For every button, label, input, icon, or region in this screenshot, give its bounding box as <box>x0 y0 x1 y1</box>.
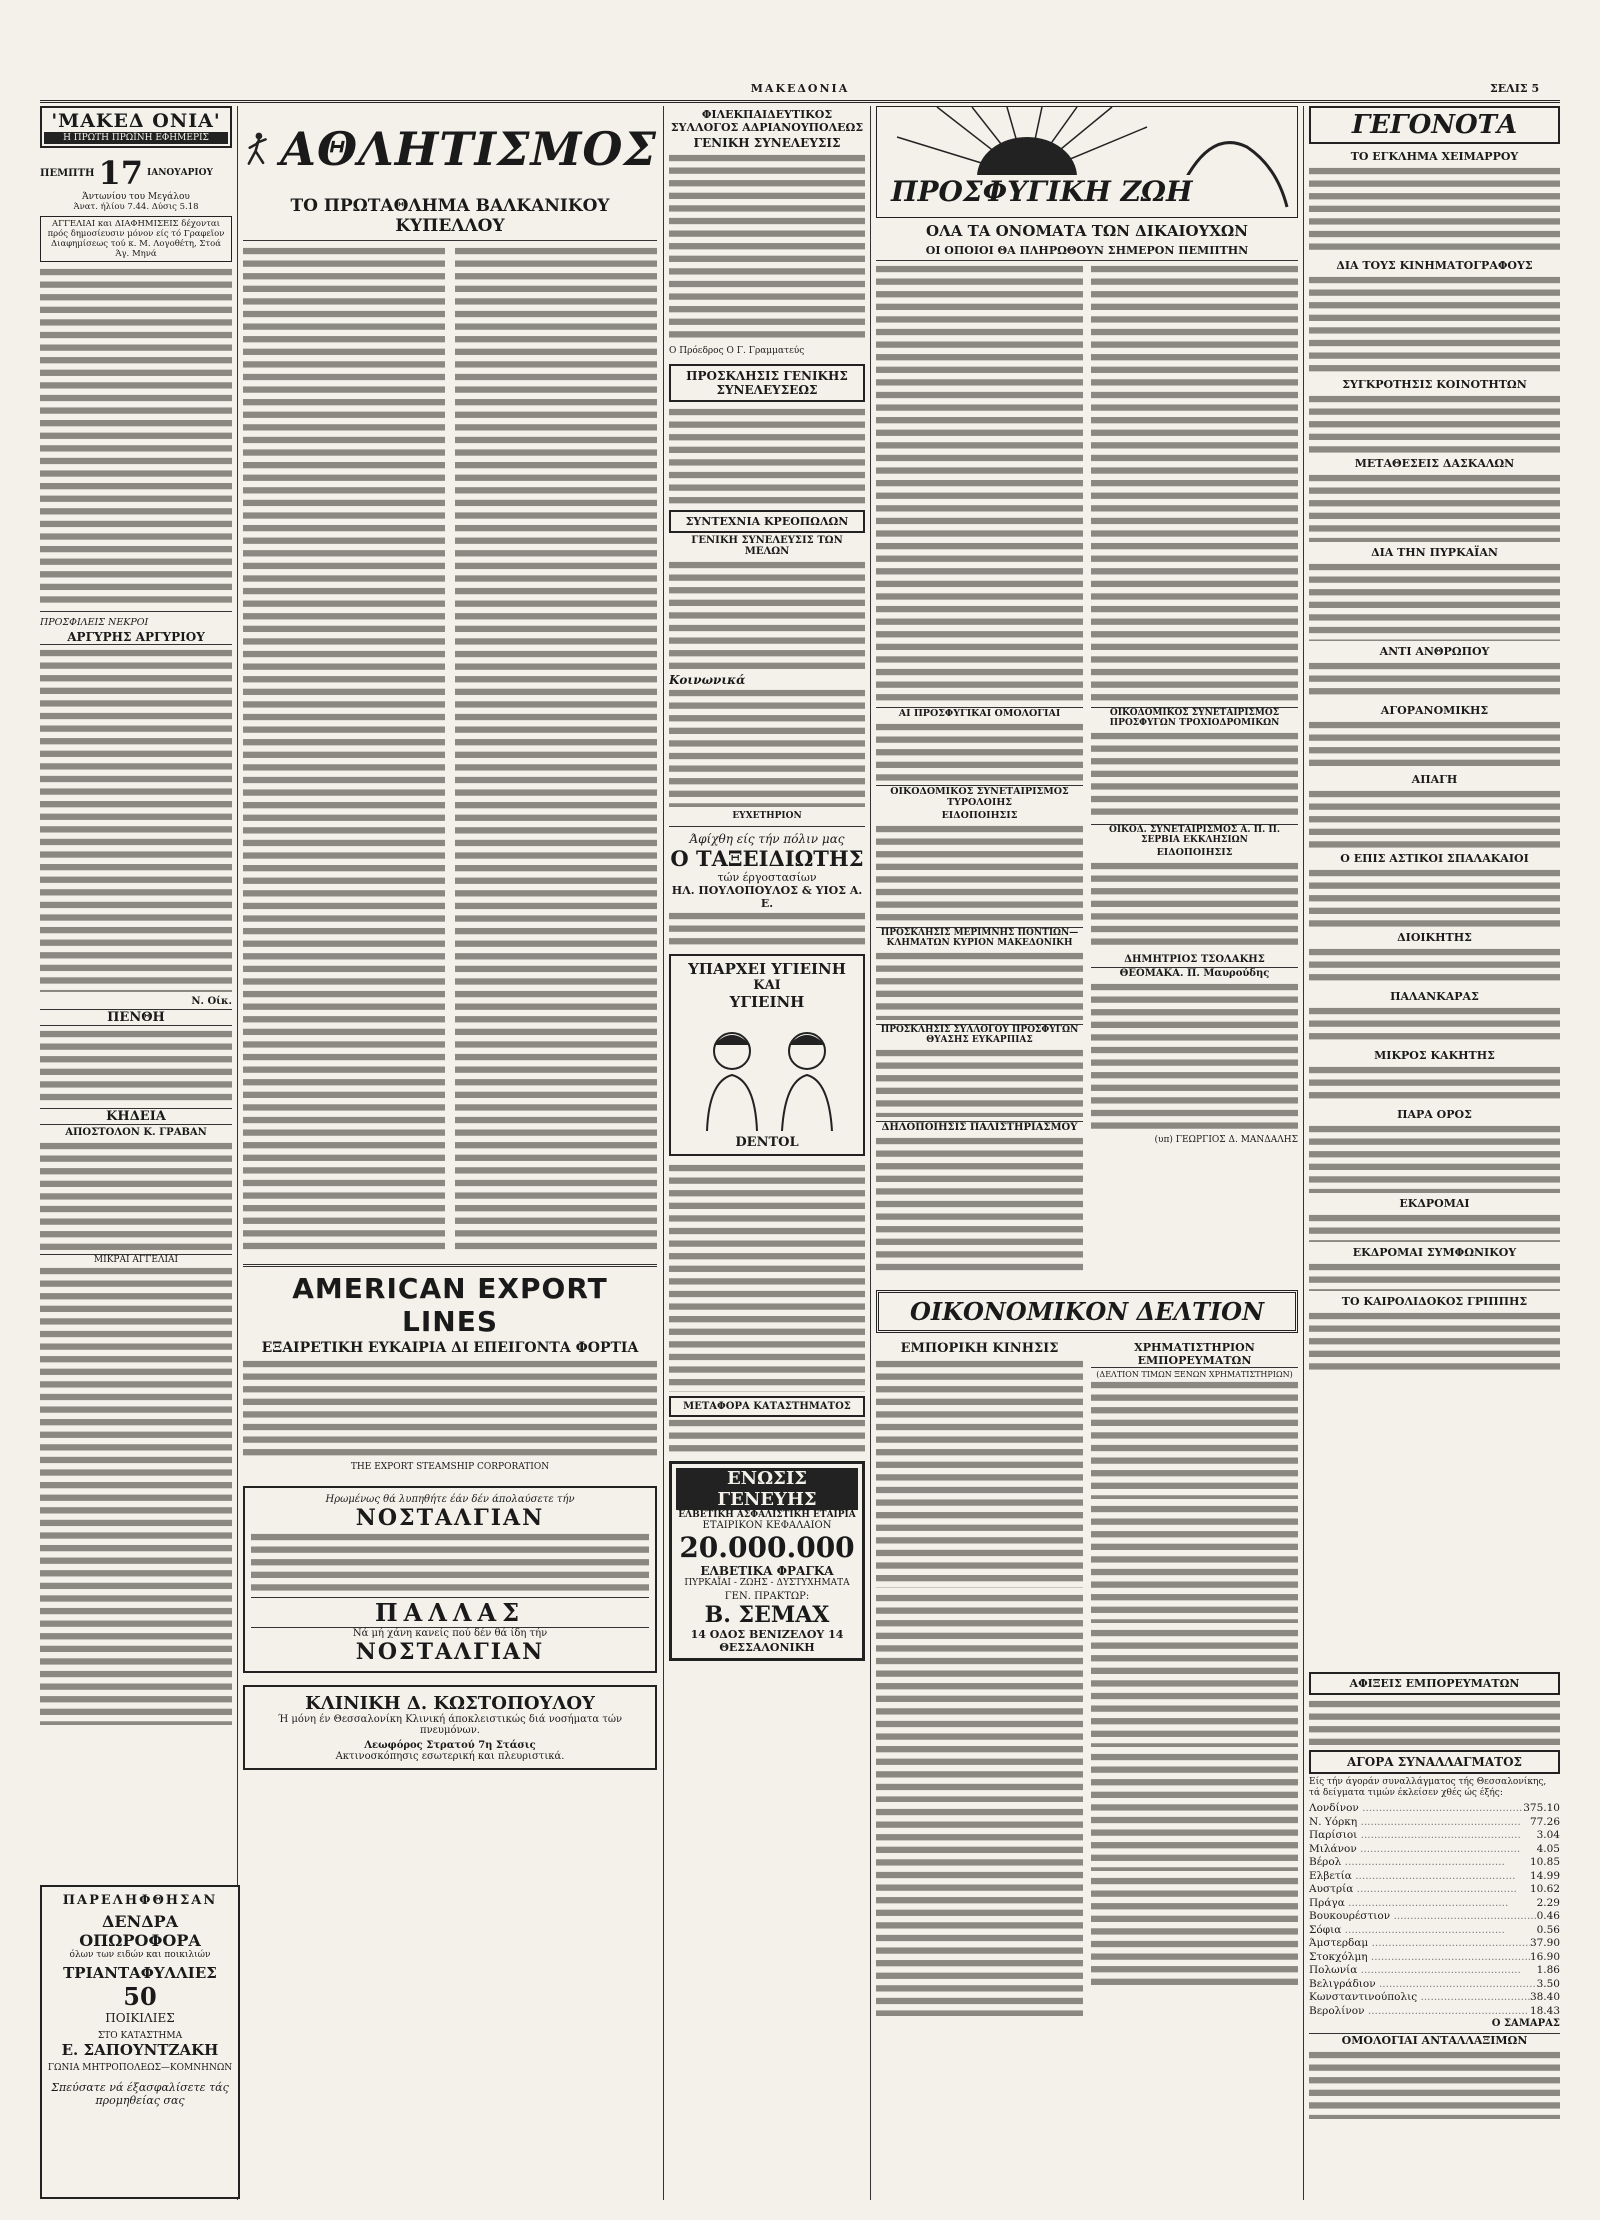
currency-value: 10.85 <box>1529 1856 1560 1868</box>
currency-row <box>1309 1802 1560 1816</box>
insurance-currency: ΕΛΒΕΤΙΚΑ ΦΡΑΓΚΑ <box>700 1564 834 1578</box>
column-4 <box>876 106 1298 1286</box>
weekday: ΠΕΜΠΤΗ <box>40 167 95 179</box>
currency-row <box>1309 1910 1560 1924</box>
currency-value: 3.04 <box>1536 1829 1560 1841</box>
economic-bulletin <box>876 1290 1298 2200</box>
section-heading: ΟΙΚΟΔΟΜΙΚΟΣ ΣΥΝΕΤΑΙΡΙΣΜΟΣ ΤΥΡΟΛΟΙΗΣ <box>876 785 1083 808</box>
article-text <box>1309 867 1560 927</box>
article-text <box>1309 1123 1560 1193</box>
paper-name: 'ΜΑΚΕΔ ΟΝΙΑ' <box>51 110 221 132</box>
article-text <box>40 266 232 606</box>
divider <box>40 611 232 612</box>
ad-line: Νά μή χάνη κανείς πού δέν θά ίδη τήν <box>352 1628 548 1639</box>
article-text <box>1309 1005 1560 1045</box>
american-export-sub: ΕΞΑΙΡΕΤΙΚΗ ΕΥΚΑΙΡΙΑ ΔΙ ΕΠΕΙΓΟΝΤΑ ΦΟΡΤΙΑ <box>261 1340 639 1356</box>
boxed-heading: ΑΦΙΞΕΙΣ ΕΜΠΟΡΕΥΜΑΤΩΝ <box>1309 1672 1560 1695</box>
insurance-sub: ΕΛΒΕΤΙΚΗ ΑΣΦΑΛΙΣΤΙΚΗ ΕΤΑΙΡΙΑ <box>678 1510 856 1520</box>
saint-day: Άντωνίου του Μεγάλου <box>82 192 190 202</box>
currency-table <box>1309 1802 1560 2018</box>
ad-title: ΝΟΣΤΑΛΓΙΑΝ <box>355 1639 545 1665</box>
column-rule <box>663 106 664 2200</box>
currency-row <box>1309 1937 1560 1951</box>
currency-value: 2.29 <box>1536 1896 1560 1909</box>
article-text <box>1091 263 1298 703</box>
paper-tagline: Η ΠΡΩΤΗ ΠΡΩΪΝΗ ΕΦΗΜΕΡΙΣ <box>44 132 228 144</box>
insurance-address: 14 ΟΔΟΣ ΒΕΝΙΖΕΛΟΥ 14 <box>690 1628 844 1641</box>
sports-headline: ΤΟ ΠΡΩΤΑΘΛΗΜΑ ΒΑΛΚΑΝΙΚΟΥ ΚΥΠΕΛΛΟΥ <box>243 196 657 241</box>
article-signature: (υπ) ΓΕΩΡΓΙΟΣ Δ. ΜΑΝΔΑΛΗΣ <box>1154 1135 1298 1145</box>
dentol-illustration <box>677 1011 857 1131</box>
headline: ΕΚΔΡΟΜΑΙ <box>1399 1197 1470 1210</box>
beneficiary-columns <box>876 263 1298 1279</box>
currency-row <box>1309 1816 1560 1830</box>
section-heading: ΕΥΧΕΤΗΡΙΟΝ <box>732 811 802 821</box>
article-text <box>669 687 865 807</box>
ad-title: ΥΓΙΕΙΝΗ <box>729 993 805 1011</box>
clinic-address: Λεωφόρος Στρατού 7η Στάσις <box>364 1740 536 1751</box>
article-text <box>1309 165 1560 255</box>
dentol-ad <box>669 954 865 1156</box>
currency-label: Στοκχόλμη ..... <box>1309 1951 1530 1965</box>
section-heading-kideia: ΚΗΔΕΙΑ <box>40 1108 232 1125</box>
currency-row <box>1309 1883 1560 1897</box>
article-text <box>876 263 1083 703</box>
article-text <box>1309 719 1560 769</box>
month: ΙΑΝΟΥΑΡΙΟΥ <box>147 168 213 178</box>
article-text <box>669 406 865 506</box>
headline: ΠΑΡΑ ΟΡΟΣ <box>1397 1108 1472 1121</box>
article-text <box>1309 561 1560 641</box>
currency-value: 0.46 <box>1536 1910 1560 1922</box>
headline: Ο ΕΠΙΣ ΑΣΤΙΚΟΙ ΣΠΑΛΑΚΑΙΟΙ <box>1340 852 1529 865</box>
section-subheading: (ΔΕΛΤΙΟΝ ΤΙΜΩΝ ΞΕΝΩΝ ΧΡΗΜΑΤΙΣΤΗΡΙΩΝ) <box>1096 1370 1293 1379</box>
headline: ΔΙΟΙΚΗΤΗΣ <box>1397 931 1472 944</box>
column-3 <box>669 106 865 2200</box>
article-text <box>1309 472 1560 542</box>
section-heading: ΘΕΟΜΑΚΑ. Π. Μαυρούδης <box>1091 967 1298 979</box>
ad-line: τών έργοστασίων <box>717 871 817 884</box>
athlete-figure <box>243 106 272 192</box>
insurance-agent-label: ΓΕΝ. ΠΡΑΚΤΩΡ: <box>724 1591 810 1602</box>
section-heading: ΔΗΛΟΠΟΙΗΣΙΣ ΠΑΛΙΣΤΗΡΙΑΣΜΟΥ <box>876 1121 1083 1133</box>
currency-label: Πολωνία ..... <box>1309 1964 1537 1978</box>
article-text <box>40 1028 232 1104</box>
ad-address: ΓΩΝΙΑ ΜΗΤΡΟΠΟΛΕΩΣ—ΚΟΜΝΗΝΩΝ <box>47 2063 233 2073</box>
section-heading: ΕΙΔΟΠΟΙΗΣΙΣ <box>1156 847 1233 858</box>
currency-value: 10.62 <box>1529 1883 1560 1895</box>
currency-value: 1.86 <box>1536 1964 1560 1976</box>
classified-text <box>40 1265 232 1725</box>
ad-title: ΝΟΣΤΑΛΓΙΑΝ <box>355 1505 545 1531</box>
ad-kinds: ΠΟΙΚΙΛΙΕΣ <box>105 2011 175 2025</box>
headline: ΑΠΑΓΗ <box>1411 773 1458 786</box>
section-heading-penthi: ΠΕΝΘΗ <box>40 1009 232 1026</box>
article-text <box>669 1162 865 1392</box>
currency-value: 38.40 <box>1529 1991 1560 2003</box>
insurance-capital-label: ΕΤΑΙΡΙΚΟΝ ΚΕΦΑΛΑΙΟΝ <box>702 1520 832 1531</box>
article-text <box>876 950 1083 1020</box>
headline: ΠΑΛΑΝΚΑΡΑΣ <box>1390 990 1479 1003</box>
column-2 <box>243 106 657 2200</box>
ad-text <box>251 1531 649 1593</box>
currency-label: Πράγα ..... <box>1309 1897 1537 1911</box>
market-text <box>1091 1503 1298 1623</box>
nostalgia-ad <box>243 1486 657 1673</box>
headline: ΤΟ ΚΑΙΡΟΛΙΔΟΚΟΣ ΓΡΙΠΠΗΣ <box>1341 1295 1528 1308</box>
ad-cinema: ΠΑΛΛΑΣ <box>251 1597 649 1628</box>
article-text <box>1309 1212 1560 1242</box>
article-signature: Ν. Οίκ. <box>191 996 232 1007</box>
market-text <box>1091 1627 1298 1747</box>
column-rule <box>870 106 871 2200</box>
currency-label: Βέρολ ..... <box>1309 1856 1530 1870</box>
economic-title: ΟΙΚΟΝΟΜΙΚΟΝ ΔΕΛΤΙΟΝ <box>876 1290 1298 1333</box>
article-text <box>876 1135 1083 1275</box>
currency-label: Λονδίνον ..... <box>1309 1802 1523 1816</box>
divider <box>669 826 865 827</box>
insurance-ad <box>669 1461 865 1661</box>
day-number: 17 <box>98 154 143 192</box>
currency-row <box>1309 2005 1560 2019</box>
market-text <box>1091 1379 1298 1499</box>
article-text <box>876 823 1083 923</box>
dentol-brand: DENTOL <box>735 1135 799 1150</box>
headline: ΑΝΤΙ ΑΝΘΡΩΠΟΥ <box>1379 645 1490 658</box>
currency-row <box>1309 1951 1560 1965</box>
article-text <box>876 721 1083 781</box>
article-text <box>1309 393 1560 453</box>
article-text <box>876 1358 1083 1588</box>
sports-title: ΑΘΛΗΤΙΣΜΟΣ <box>280 122 657 176</box>
article-text <box>1309 946 1560 986</box>
ad-owner: Ε. ΣΑΠΟΥΝΤΖΑΚΗ <box>61 2041 219 2059</box>
currency-row <box>1309 1856 1560 1870</box>
beneficiary-right <box>1091 263 1298 1279</box>
divider <box>243 1264 657 1267</box>
headline: ΣΥΓΚΡΟΤΗΣΙΣ ΚΟΙΝΟΤΗΤΩΝ <box>1342 378 1527 391</box>
article-text <box>876 1047 1083 1117</box>
subheadline: ΟΙ ΟΠΟΙΟΙ ΘΑ ΠΛΗΡΩΘΟΥΝ ΣΗΜΕΡΟΝ ΠΕΜΠΤΗΝ <box>876 244 1298 261</box>
clinic-title: ΚΛΙΝΙΚΗ Δ. ΚΩΣΤΟΠΟΥΛΟΥ <box>305 1693 595 1714</box>
currency-value: 14.99 <box>1529 1869 1560 1882</box>
currency-note: Είς τήν άγοράν συναλλάγματος τής Θεσσαλονίκης, τά δείγματα τιμών έκλείσεν χθές ώς έξής: <box>1309 1777 1547 1798</box>
section-heading: ΕΜΠΟΡΙΚΗ ΚΙΝΗΣΙΣ <box>900 1341 1059 1356</box>
economic-right <box>1091 1339 1298 2020</box>
section-heading: Κοινωνικά <box>669 673 746 687</box>
article-text <box>876 1592 1083 1802</box>
headline: ΔΙΑ ΤΟΥΣ ΚΙΝΗΜΑΤΟΓΡΑΦΟΥΣ <box>1336 259 1533 272</box>
market-text <box>1091 1751 1298 1871</box>
news-title: ΓΕΓΟΝΟΤΑ <box>1309 106 1560 144</box>
ad-footer: Σπεύσατε νά έξασφαλίσετε τάς προμηθείας σας <box>51 2081 229 2107</box>
clinic-sub: Ή μόνη έν Θεσσαλονίκη Κλινική άποκλειστικώς διά νοσήματα τών πνευμόνων. <box>277 1714 623 1736</box>
insurance-title: ΕΝΩΣΙΣ ΓΕΝΕΥΗΣ <box>676 1468 858 1510</box>
article-text <box>669 559 865 669</box>
currency-label: Ελβετία ..... <box>1309 1870 1530 1884</box>
ad-firm: ΗΛ. ΠΟΥΛΟΠΟΥΛΟΣ & ΥΙΟΣ Α. Ε. <box>671 884 863 910</box>
sun-times: Άνατ. ήλίου 7.44. Δύσις 5.18 <box>73 202 199 212</box>
currency-row <box>1309 1924 1560 1938</box>
ad-store-label: ΣΤΟ ΚΑΤΑΣΤΗΜΑ <box>97 2031 183 2041</box>
article-text <box>669 152 865 342</box>
currency-label: Βουκουρέστιον ..... <box>1309 1910 1537 1924</box>
currency-block <box>1309 1672 1560 2200</box>
article-text <box>1309 2049 1560 2119</box>
page-number: ΣΕΛΙΣ 5 <box>1490 82 1540 95</box>
sports-logo <box>243 106 657 192</box>
currency-row <box>1309 1991 1560 2005</box>
currency-value: 0.56 <box>1536 1923 1560 1936</box>
subheadline: ΓΕΝΙΚΗ ΣΥΝΕΛΕΥΣΙΣ ΤΩΝ ΜΕΛΩΝ <box>691 535 843 557</box>
headline: ΦΙΛΕΚΠΑΙΔΕΥΤΙΚΟΣ ΣΥΛΛΟΓΟΣ ΑΔΡΙΑΝΟΥΠΟΛΕΩΣ <box>670 108 864 134</box>
currency-value: 375.10 <box>1523 1802 1560 1814</box>
currency-value: 4.05 <box>1536 1842 1560 1855</box>
currency-label: Κωνσταντινούπολις ..... <box>1309 1991 1530 2005</box>
section-heading: ΟΙΚΟΔΟΜΙΚΟΣ ΣΥΝΕΤΑΙΡΙΣΜΟΣ ΠΡΟΣΦΥΓΩΝ ΤΡΟΧΙΟΔΡΟΜΙΚΩΝ <box>1091 707 1298 728</box>
currency-label: Βελιγράδιον ..... <box>1309 1978 1537 1992</box>
market-text <box>1091 1875 1298 1985</box>
currency-label: Ν. Υόρκη ..... <box>1309 1816 1530 1830</box>
headline: ΤΟ ΕΓΚΛΗΜΑ ΧΕΙΜΑΡΡΟΥ <box>1350 150 1519 163</box>
ad-text <box>243 1358 657 1458</box>
currency-label: Παρίσιοι ..... <box>1309 1829 1537 1843</box>
section-heading-mikres: ΜΙΚΡΑΙ ΑΓΓΕΛΙΑΙ <box>40 1254 232 1265</box>
ads-note: ΑΓΓΕΛΙΑΙ και ΔΙΑΦΗΜΙΣΕΙΣ δέχονται πρός δημοσίευσιν μόνον είς τό Γραφεϊον Διαφημίσεως τού κ. Μ. Λογοθέτη, Στοά Άγ. Μηνά <box>40 216 232 262</box>
ad-count: 50 <box>123 1982 157 2011</box>
subheadline: ΓΕΝΙΚΗ ΣΥΝΕΛΕΥΣΙΣ <box>693 136 841 150</box>
masthead-box <box>40 106 232 148</box>
currency-row <box>1309 1897 1560 1911</box>
article-text <box>1309 1698 1560 1746</box>
section-heading: ΕΙΔΟΠΟΙΗΣΙΣ <box>941 810 1018 821</box>
article-text <box>243 245 445 1255</box>
nursery-ad <box>40 1885 240 2199</box>
boxed-heading: ΠΡΟΣΚΛΗΣΙΣ ΓΕΝΙΚΗΣ ΣΥΝΕΛΕΥΣΕΩΣ <box>669 364 865 402</box>
currency-row <box>1309 1870 1560 1884</box>
running-title: ΜΑΚΕΔΟΝΙΑ <box>750 82 850 95</box>
ad-varieties: όλων των ειδών και ποικιλιών <box>69 1950 211 1960</box>
headline: ΜΙΚΡΟΣ ΚΑΚΗΤΗΣ <box>1374 1049 1495 1062</box>
currency-value: 77.26 <box>1529 1815 1560 1828</box>
header-rule <box>40 86 1560 103</box>
currency-value: 16.90 <box>1529 1950 1560 1963</box>
article-signature: Ο Πρόεδρος Ο Γ. Γραμματεύς <box>669 346 805 356</box>
beneficiary-left <box>876 263 1083 1279</box>
article-text <box>1309 660 1560 700</box>
currency-row <box>1309 1978 1560 1992</box>
article-text <box>1309 274 1560 374</box>
headline: ΑΓΟΡΑΝΟΜΙΚΗΣ <box>1380 704 1489 717</box>
refugee-logo <box>876 106 1298 218</box>
american-export-title: AMERICAN EXPORT LINES <box>292 1272 608 1338</box>
article-text <box>1091 860 1298 950</box>
ad-title: ΥΠΑΡΧΕΙ ΥΓΙΕΙΝΗ <box>688 960 846 978</box>
column-rule <box>1303 106 1304 2200</box>
kideia-name: ΑΠΟΣΤΟΛΟΝ Κ. ΓΡΑΒΑΝ <box>65 1127 207 1138</box>
article-text <box>1309 1310 1560 1370</box>
currency-row <box>1309 1964 1560 1978</box>
currency-label: Βερολίνον ..... <box>1309 2005 1530 2019</box>
ad-title: Ο ΤΑΞΕΙΔΙΩΤΗΣ <box>670 846 864 871</box>
article-text <box>40 647 232 992</box>
currency-row <box>1309 1829 1560 1843</box>
boxed-heading: ΑΓΟΡΑ ΣΥΝΑΛΛΑΓΜΑΤΟΣ <box>1309 1750 1560 1774</box>
currency-row <box>1309 1843 1560 1857</box>
headline: ΜΕΤΑΘΕΣΕΙΣ ΔΑΣΚΑΛΩΝ <box>1354 457 1515 470</box>
section-heading: ΟΜΟΛΟΓΙΑΙ ΑΝΤΑΛΛΑΞΙΜΩΝ <box>1309 2033 1560 2047</box>
boxed-heading: ΣΥΝΤΕΧΝΙΑ ΚΡΕΟΠΩΛΩΝ <box>669 510 865 533</box>
ad-line: Άφίχθη είς τήν πόλιν μας <box>689 832 845 846</box>
ad-agent: THE EXPORT STEAMSHIP CORPORATION <box>350 1462 550 1472</box>
section-heading: ΧΡΗΜΑΤΙΣΤΗΡΙΟΝ ΕΜΠΟΡΕΥΜΑΤΩΝ <box>1091 1341 1298 1368</box>
date-block <box>40 154 232 192</box>
economic-left <box>876 1339 1083 2020</box>
article-text <box>669 1417 865 1457</box>
insurance-lines: ΠΥΡΚΑΪΑΙ - ΖΩΗΣ - ΔΥΣΤΥΧΗΜΑΤΑ <box>684 1578 850 1588</box>
boxed-heading: ΜΕΤΑΦΟΡΑ ΚΑΤΑΣΤΗΜΑΤΟΣ <box>669 1396 865 1417</box>
currency-label: Αυστρία ..... <box>1309 1883 1530 1897</box>
article-text <box>455 245 657 1255</box>
refugee-title: ΠΡΟΣΦΥΓΙΚΗ ΖΩΗ <box>887 175 1196 208</box>
section-heading: ΟΙΚΟΔ. ΣΥΝΕΤΑΙΡΙΣΜΟΣ Α. Π. Π. ΣΕΡΒΙΑ ΕΚΚΛΗΣΙΩΝ <box>1091 824 1298 845</box>
article-text <box>1309 1261 1560 1291</box>
article-text <box>40 1140 232 1250</box>
article-text <box>876 1806 1083 2016</box>
section-heading: ΠΡΟΣΚΛΗΣΙΣ ΣΥΛΛΟΓΟΥ ΠΡΟΣΦΥΓΩΝ ΘΥΑΣΗΣ ΕΥΚΑΡΠΙΑΣ <box>876 1024 1083 1045</box>
currency-value: 3.50 <box>1536 1977 1560 1990</box>
sports-columns <box>243 245 657 1259</box>
section-heading: ΑΙ ΠΡΟΣΦΥΓΙΚΑΙ ΟΜΟΛΟΓΙΑΙ <box>876 707 1083 719</box>
ad-received: ΠΑΡΕΛΗΦΘΗΣΑΝ <box>62 1893 218 1908</box>
article-text <box>1091 730 1298 820</box>
insurance-city: ΘΕΣΣΑΛΟΝΙΚΗ <box>719 1641 815 1654</box>
ad-line: Ηρωμένως θά λυπηθήτε έάν δέν άπολαύσετε τήν <box>325 1494 575 1505</box>
section-heading-argyris: ΑΡΓΥΡΗΣ ΑΡΓΥΡΙΟΥ <box>40 630 232 645</box>
insurance-capital: 20.000.000 <box>679 1531 855 1564</box>
ad-roses: ΤΡΙΑΝΤΑΦΥΛΛΙΕΣ <box>63 1964 217 1982</box>
ad-title: ΚΑΙ <box>753 978 781 993</box>
article-text <box>1091 981 1298 1131</box>
currency-signature: Ο ΣΑΜΑΡΑΣ <box>1491 2018 1560 2029</box>
currency-label: Άμστερδαμ ..... <box>1309 1937 1530 1951</box>
insurance-agent: Β. ΣΕΜΑΧ <box>704 1602 830 1628</box>
clinic-ad <box>243 1685 657 1770</box>
section-heading: ΠΡΟΣΚΛΗΣΙΣ ΜΕΡΙΜΝΗΣ ΠΟΝΤΙΩΝ—ΚΛΗΜΑΤΩΝ ΚΥΡΙΟΝ ΜΑΚΕΔΟΝΙΚΗ <box>876 927 1083 948</box>
currency-value: 37.90 <box>1529 1937 1560 1949</box>
headline: ΕΚΔΡΟΜΑΙ ΣΥΜΦΩΝΙΚΟΥ <box>1352 1246 1517 1259</box>
headline: ΔΙΑ ΤΗΝ ΠΥΡΚΑΪΑΝ <box>1371 546 1498 559</box>
clinic-text: Ακτινοσκόπησις εσωτερική και πλευριστικά. <box>335 1751 565 1762</box>
signature-name: ΔΗΜΗΤΡΙΟΣ ΤΣΟΛΑΚΗΣ <box>1124 954 1265 965</box>
ad-text <box>669 910 865 950</box>
headline: ΟΛΑ ΤΑ ΟΝΟΜΑΤΑ ΤΩΝ ΔΙΚΑΙΟΥΧΩΝ <box>926 222 1248 240</box>
ad-fruit-trees: ΔΕΝΔΡΑ ΟΠΩΡΟΦΟΡΑ <box>79 1912 201 1950</box>
currency-value: 18.43 <box>1529 2004 1560 2017</box>
currency-label: Μιλάνον ..... <box>1309 1843 1537 1857</box>
economic-columns <box>876 1339 1298 2020</box>
article-text <box>1309 788 1560 848</box>
currency-label: Σόφια ..... <box>1309 1924 1537 1938</box>
article-text <box>1309 1064 1560 1104</box>
section-heading-nekroi: ΠΡΟΣΦΙΛΕΙΣ ΝΕΚΡΟΙ <box>40 617 149 628</box>
